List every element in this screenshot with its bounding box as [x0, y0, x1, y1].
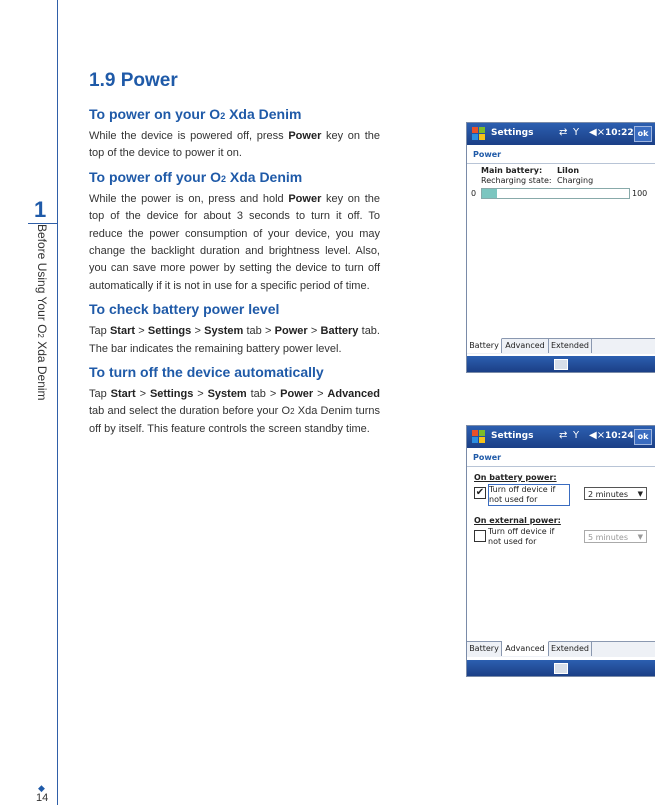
- recharging-value: Charging: [557, 176, 594, 185]
- screen-header: Power: [467, 145, 655, 164]
- tab-extended[interactable]: Extended: [549, 642, 592, 656]
- external-turnoff-label[interactable]: Turn off device if not used for: [488, 527, 555, 546]
- tab-battery[interactable]: Battery: [467, 338, 502, 353]
- battery-power-label: On battery power:: [474, 473, 557, 482]
- page-number: 14: [36, 792, 49, 804]
- keyboard-icon[interactable]: [554, 663, 568, 674]
- ok-button[interactable]: ok: [634, 429, 652, 445]
- connectivity-icon[interactable]: ⇄: [559, 127, 568, 138]
- battery-level-bar: [481, 188, 630, 199]
- heading-power-on: To power on your O2 Xda Denim: [89, 106, 302, 122]
- screen-header: Power: [467, 448, 655, 467]
- section-title: 1.9 Power: [89, 70, 178, 91]
- external-duration-select: 5 minutes ▼: [584, 530, 647, 543]
- windows-start-icon[interactable]: [472, 430, 485, 443]
- title-bar: [467, 123, 655, 145]
- title-bar: [467, 426, 655, 448]
- chapter-number: 1: [34, 197, 47, 222]
- battery-turnoff-label[interactable]: Turn off device if not used for: [488, 484, 570, 506]
- para-battery-level: Tap Start > Settings > System tab > Power > Battery tab. The bar indicates the remaining battery power level.: [89, 325, 380, 355]
- chevron-down-icon: ▼: [637, 490, 643, 498]
- tab-battery[interactable]: Battery: [467, 642, 502, 656]
- battery-level-fill: [482, 189, 497, 198]
- bar-max-label: 100: [632, 189, 648, 198]
- chapter-side-title: Before Using Your O2 Xda Denim: [35, 224, 49, 401]
- tab-advanced[interactable]: Advanced: [502, 641, 549, 656]
- volume-icon[interactable]: ◀×: [589, 430, 606, 441]
- menu-bar: [467, 660, 655, 676]
- device-screenshot-advanced: [466, 425, 655, 677]
- signal-icon[interactable]: Y: [573, 430, 580, 441]
- menu-bar: [467, 356, 655, 372]
- tab-strip: [467, 641, 655, 657]
- main-content: [89, 70, 380, 442]
- main-battery-label: Main battery:: [481, 166, 543, 175]
- recharging-label: Recharging state:: [481, 176, 552, 185]
- para-power-on: While the device is powered off, press Power key on the top of the device to power it on.: [89, 130, 380, 160]
- external-power-label: On external power:: [474, 516, 561, 525]
- battery-turnoff-checkbox[interactable]: ✔: [475, 487, 485, 498]
- external-turnoff-checkbox[interactable]: [474, 530, 486, 542]
- bar-min-label: 0: [471, 189, 477, 198]
- margin-rule: [57, 0, 58, 805]
- window-title: Settings: [491, 128, 534, 138]
- battery-duration-select[interactable]: 2 minutes ▼: [584, 487, 647, 500]
- volume-icon[interactable]: ◀×: [589, 127, 606, 138]
- keyboard-icon[interactable]: [554, 359, 568, 370]
- device-screenshot-battery: [466, 122, 655, 373]
- heading-battery-level: To check battery power level: [89, 301, 280, 318]
- connectivity-icon[interactable]: ⇄: [559, 430, 568, 441]
- diamond-icon: ◆: [38, 783, 45, 793]
- clock[interactable]: 10:24: [605, 431, 634, 441]
- chevron-down-icon: ▼: [637, 533, 643, 541]
- heading-auto-off: To turn off the device automatically: [89, 364, 324, 381]
- heading-power-off: To power off your O2 Xda Denim: [89, 168, 303, 185]
- clock[interactable]: 10:22: [605, 128, 634, 138]
- main-battery-value: LiIon: [557, 166, 580, 175]
- signal-icon[interactable]: Y: [573, 127, 580, 138]
- tab-strip: [467, 338, 655, 354]
- windows-start-icon[interactable]: [472, 127, 485, 140]
- tab-advanced[interactable]: Advanced: [502, 339, 549, 353]
- tab-extended[interactable]: Extended: [549, 339, 592, 353]
- window-title: Settings: [491, 431, 534, 441]
- para-power-off: While the power is on, press and hold Power key on the top of the device for about 3 seconds to turn it off. To reduce the power consumption of your device, you may change the backlight duration and brightness level. Also, you can save more power by setting the device to turn off automatically if it is not in use for a specific period of time.: [89, 192, 380, 292]
- para-auto-off: Tap Start > Settings > System tab > Power > Advanced tab and select the duration before your O2 Xda Denim turns off by itself. This feature controls the screen standby time.: [89, 388, 380, 435]
- ok-button[interactable]: ok: [634, 126, 652, 142]
